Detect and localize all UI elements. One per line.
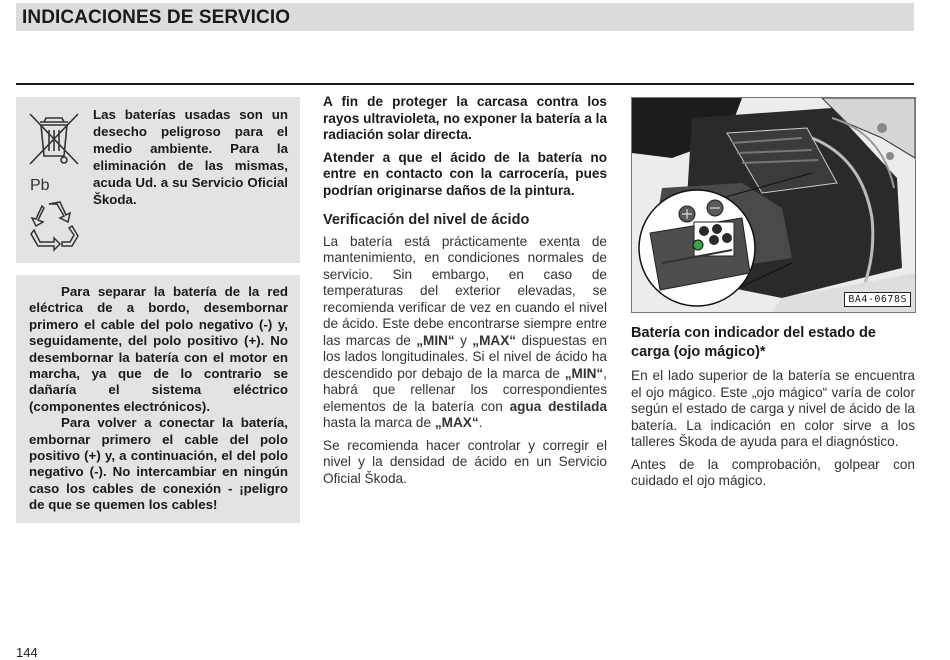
battery-illustration xyxy=(632,98,915,312)
disconnect-paragraph: Para separar la batería de la red eléctrica de a bordo, desembornar primero el cable del polo negativo (-) y, seguidamente, del polo positivo (+). No desembornar la batería con el motor en marcha, ya que de lo contrario se dañaría el sistema eléctrico (componentes electrónicos). xyxy=(29,284,288,414)
crossed-bin-icon xyxy=(30,114,78,164)
section-title: INDICACIONES DE SERVICIO xyxy=(22,7,291,28)
battery-figure xyxy=(631,97,916,313)
magic-eye-paragraph: En el lado superior de la batería se encuentra el ojo mágico. Este „ojo mágico“ varía de color según el estado de carga y nivel de ácido de la batería. La indicación en color sirve a los talleres Škoda de ayuda para el diagnóstico. xyxy=(631,368,915,449)
magic-eye-tip: Antes de la comprobación, golpear con cuidado el ojo mágico. xyxy=(631,456,915,488)
disposal-icons xyxy=(24,108,86,256)
acid-level-heading: Verificación del nivel de ácido xyxy=(323,212,530,228)
service-recommendation: Se recomienda hacer controlar y corregir el nivel y la densidad de ácido en un Servicio Oficial Škoda. xyxy=(323,437,607,486)
battery-disconnect-text xyxy=(29,284,288,514)
acid-level-column xyxy=(323,94,607,493)
magic-eye-heading: Batería con indicador del estado de carga (ojo mágico)* xyxy=(631,325,876,360)
acid-paint-warning: Atender a que el ácido de la batería no entre en contacto con la carrocería, pues podrían originarse daños de la pintura. xyxy=(323,149,607,198)
environment-note-text: Las baterías usadas son un desecho peligroso para el medio ambiente. Para la eliminación de las mismas, acuda Ud. a su Servicio Oficial Škoda. xyxy=(93,107,288,207)
distilled-water: agua destilada xyxy=(509,398,607,414)
magic-eye-indicator xyxy=(693,240,703,250)
magic-eye-column xyxy=(631,324,915,496)
min-mark-2: „MIN“ xyxy=(564,365,604,381)
min-mark: „MIN“ xyxy=(416,332,455,348)
recycle-icon xyxy=(31,202,78,250)
battery-disconnect-box xyxy=(16,275,300,523)
acid-level-paragraph: La batería está prácticamente exenta de mantenimiento, en condiciones normales de servicio. Sin embargo, en caso de temperaturas del exterior elevadas, se recomienda verificar de vez en cuando el nivel de ácido. Este debe encontrarse siempre entre las marcas de „MIN“ y „MAX“ dispuestas en los lados longitudinales. Si el nivel de ácido ha descendido por debajo de la marca de „MIN“, habrá que rellenar los correspondientes elementos de la batería con agua destilada hasta la marca de „MAX“. xyxy=(323,233,607,430)
max-mark-2: „MAX“ xyxy=(434,415,479,430)
max-mark: „MAX“ xyxy=(472,332,517,348)
reconnect-paragraph: Para volver a conectar la batería, embornar primero el cable del polo positivo (+) y, a continuación, el del polo negativo (-). No intercambiar en ningún caso los cables de conexión - ¡peligro de que se quemen los cables! xyxy=(29,415,288,513)
figure-code: BA4-0678S xyxy=(844,292,911,307)
section-header xyxy=(16,3,914,31)
divider-rule xyxy=(16,83,914,85)
uv-warning: A fin de proteger la carcasa contra los rayos ultravioleta, no exponer la batería a la radiación solar directa. xyxy=(323,94,607,142)
pb-label: Pb xyxy=(30,177,50,194)
page-number: 144 xyxy=(16,645,38,660)
